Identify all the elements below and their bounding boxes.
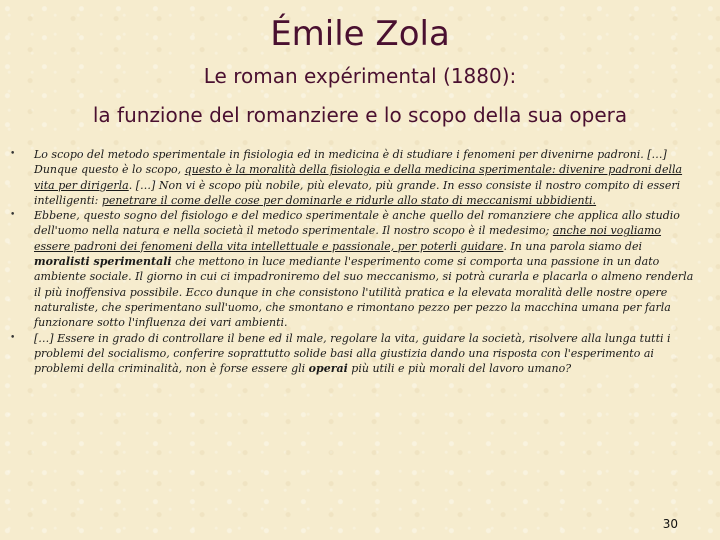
- text-span: . In una parola siamo dei: [503, 239, 642, 253]
- quote-paragraph-2: [10, 208, 700, 330]
- underlined-text: questo è la moralità della fisiologia e della medicina sperimentale: divenire padroni della vita per dirigerla: [34, 163, 683, 192]
- slide-title: Émile Zola: [270, 14, 450, 54]
- text-span: Lo scopo del metodo sperimentale in fisiologia ed in medicina è di studiare i fenomeni per divenirne padroni. […] Dunque questo è lo scopo,: [34, 148, 667, 177]
- text-span: […] Essere in grado di controllare il bene ed il male, regolare la vita, guidare la società, risolvere alla lunga tutti i problemi del socialismo, conferire soprattutto solide basi alla giustizia dando una risposta con l'esperimento ai problemi della criminalità, non è forse essere gli: [34, 331, 671, 376]
- quote-paragraph-3: [10, 331, 700, 377]
- text-span: che mettono in luce mediante l'esperimento come si comporta una passione in un dato ambiente sociale. Il giorno in cui ci impadroniremo del suo meccanismo, si potrà curarla e placarla o almeno renderla il più inoffensiva possibile. Ecco dunque in che consistono l'utilità pratica e la elevata moralità delle nostre opere naturaliste, che sperimentano sull'uomo, che smontano e rimontano pezzo per pezzo la macchina umana per farla funzionare sotto l'influenza dei vari ambienti.: [34, 255, 694, 330]
- quote-list: [10, 147, 700, 376]
- page-number: 30: [662, 517, 678, 531]
- underlined-text: penetrare il come delle cose per dominarle e ridurle allo stato di meccanismi ubbidienti.: [101, 193, 597, 207]
- quote-paragraph-1: [10, 147, 700, 208]
- bullet-icon: •: [10, 332, 16, 343]
- text-span: più utili e più morali del lavoro umano?: [347, 362, 572, 376]
- slide-subtitle: Le roman expérimental (1880):: [203, 64, 517, 88]
- bold-text: moralisti sperimentali: [34, 255, 172, 269]
- text-span: . […] Non vi è scopo più nobile, più elevato, più grande. In esso consiste il nostro compito di esseri intelligenti:: [34, 178, 681, 207]
- bold-text: operai: [308, 362, 348, 376]
- bullet-icon: •: [10, 149, 16, 159]
- underlined-text: anche noi vogliamo essere padroni dei fenomeni della vita intellettuale e passionale, per poterli guidare: [34, 224, 662, 253]
- bullet-icon: •: [10, 210, 16, 221]
- text-span: Ebbene, questo sogno del fisiologo e del medico sperimentale è anche quello del romanziere che applica allo studio dell'uomo nella natura e nella società il metodo sperimentale. Il nostro scopo è il medesimo;: [34, 209, 680, 238]
- slide-subtitle-2: la funzione del romanziere e lo scopo della sua opera: [92, 103, 628, 127]
